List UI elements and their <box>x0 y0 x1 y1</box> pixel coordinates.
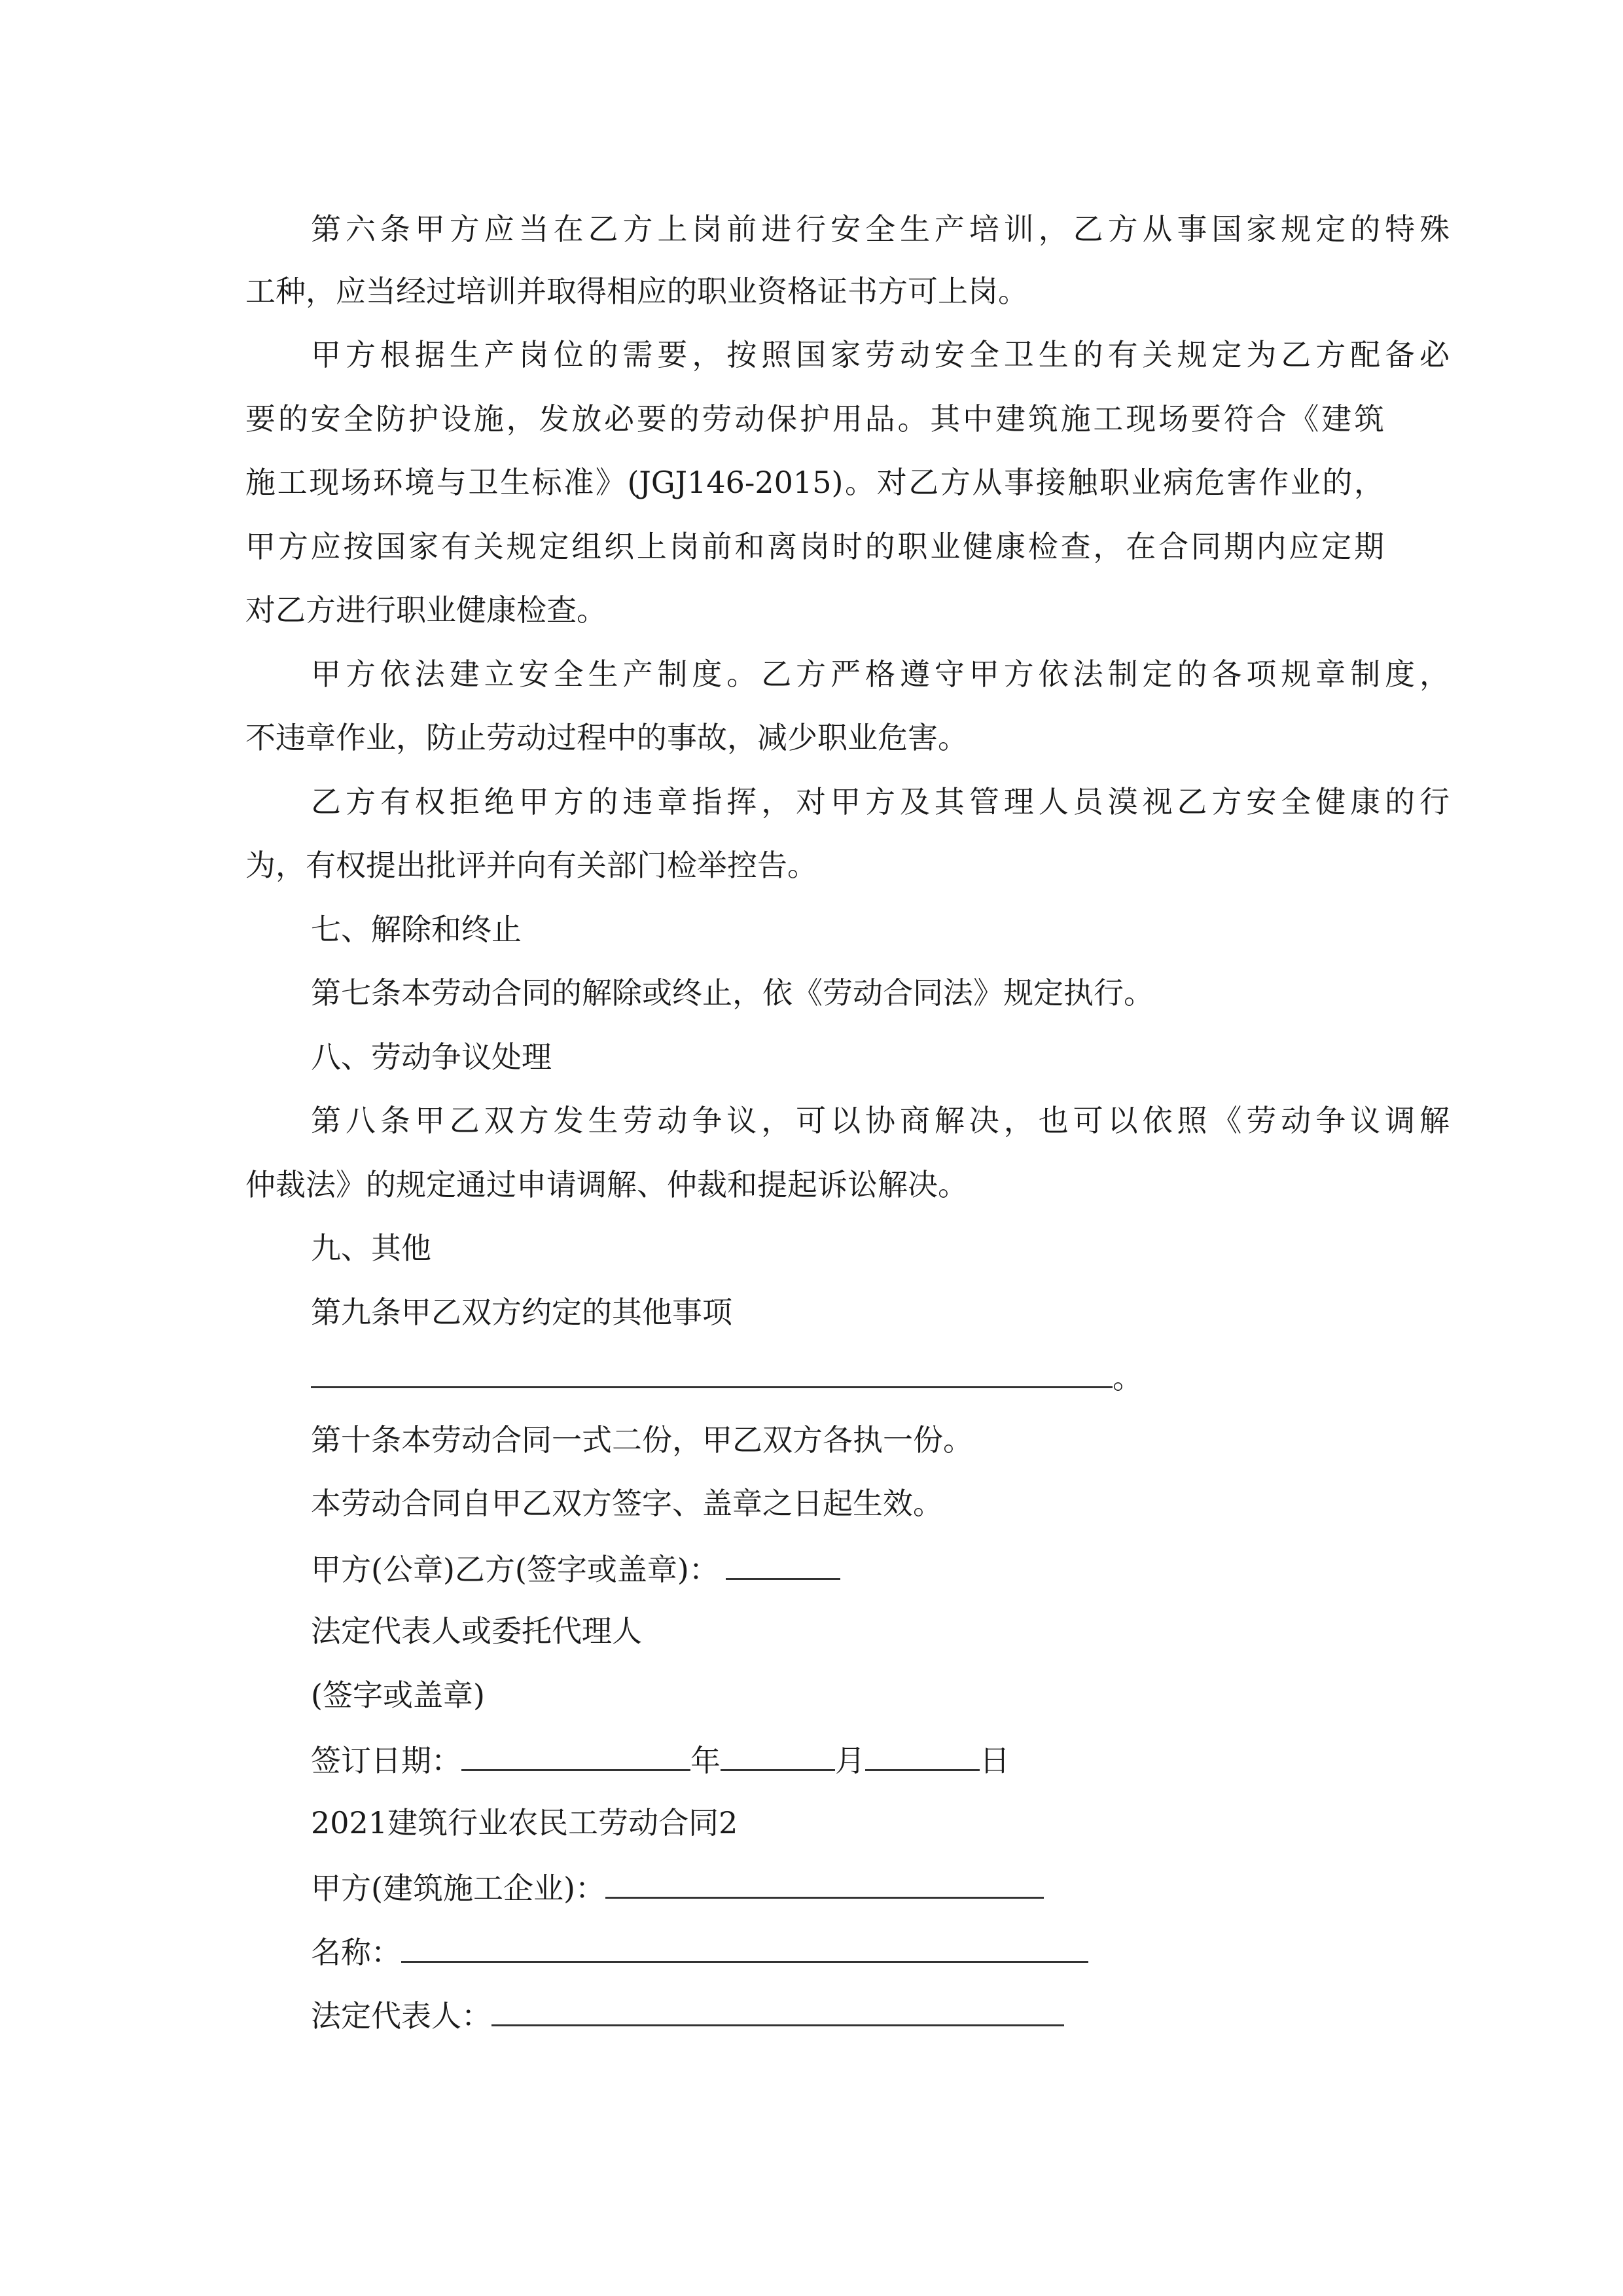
blank-line-row <box>311 1356 1450 1395</box>
paragraph-line: 法定代表人或委托代理人 <box>311 1613 642 1649</box>
paragraph-line: 不违章作业，防止劳动过程中的事故，减少职业危害。 <box>245 720 968 755</box>
day-label: 日 <box>980 1743 1010 1778</box>
party-label: 甲方(公章)乙方(签字或盖章)： <box>311 1552 719 1587</box>
year-label: 年 <box>690 1743 721 1778</box>
fill-in-blank[interactable] <box>311 1356 1113 1388</box>
paragraph-line: (签字或盖章) <box>311 1677 485 1713</box>
paragraph-line: 第十条本劳动合同一式二份，甲乙双方各执一份。 <box>311 1422 973 1458</box>
paragraph-line: 甲方根据生产岗位的需要，按照国家劳动安全卫生的有关规定为乙方配备必 <box>311 337 1450 372</box>
section-heading: 八、劳动争议处理 <box>311 1039 552 1075</box>
day-blank[interactable] <box>865 1739 980 1771</box>
legal-rep-row <box>311 1994 1450 2034</box>
paragraph-line: 甲方依法建立安全生产制度。乙方严格遵守甲方依法制定的各项规章制度， <box>311 656 1450 692</box>
name-row <box>311 1931 1450 1970</box>
paragraph-line: 施工现场环境与卫生标准》(JGJ146-2015)。对乙方从事接触职业病危害作业的， <box>245 465 1384 500</box>
signature-party-row <box>311 1548 1450 1587</box>
party-signature-blank[interactable] <box>726 1548 840 1580</box>
legal-rep-label: 法定代表人： <box>311 1998 491 2034</box>
paragraph-line: 第九条甲乙双方约定的其他事项 <box>311 1295 732 1330</box>
party-a-blank[interactable] <box>605 1867 1044 1899</box>
document-subtitle: 2021建筑行业农民工劳动合同2 <box>311 1805 738 1840</box>
paragraph-line: 工种，应当经过培训并取得相应的职业资格证书方可上岗。 <box>245 274 1028 309</box>
month-label: 月 <box>835 1743 865 1778</box>
legal-rep-blank[interactable] <box>491 1994 1064 2026</box>
paragraph-line: 对乙方进行职业健康检查。 <box>245 592 607 628</box>
paragraph-line: 甲方应按国家有关规定组织上岗前和离岗时的职业健康检查，在合同期内应定期 <box>245 529 1384 564</box>
party-a-row <box>311 1867 1450 1906</box>
paragraph-line: 乙方有权拒绝甲方的违章指挥，对甲方及其管理人员漠视乙方安全健康的行 <box>311 784 1450 819</box>
section-heading: 七、解除和终止 <box>311 912 522 947</box>
name-label: 名称： <box>311 1935 401 1970</box>
paragraph-line: 第七条本劳动合同的解除或终止，依《劳动合同法》规定执行。 <box>311 975 1154 1011</box>
paragraph-line: 第六条甲方应当在乙方上岗前进行安全生产培训，乙方从事国家规定的特殊 <box>311 211 1450 247</box>
paragraph-line: 为，有权提出批评并向有关部门检举控告。 <box>245 848 817 883</box>
paragraph-line: 仲裁法》的规定通过申请调解、仲裁和提起诉讼解决。 <box>245 1167 968 1202</box>
signing-date-label: 签订日期： <box>311 1743 461 1778</box>
signing-date-row <box>311 1739 1450 1778</box>
month-blank[interactable] <box>721 1739 835 1771</box>
paragraph-line: 本劳动合同自甲乙双方签字、盖章之日起生效。 <box>311 1486 943 1521</box>
year-blank[interactable] <box>461 1739 690 1771</box>
party-a-label: 甲方(建筑施工企业)： <box>311 1871 605 1906</box>
section-heading: 九、其他 <box>311 1230 431 1266</box>
paragraph-line: 第八条甲乙双方发生劳动争议，可以协商解决，也可以依照《劳动争议调解 <box>311 1103 1450 1138</box>
name-blank[interactable] <box>401 1931 1088 1963</box>
paragraph-line: 要的安全防护设施，发放必要的劳动保护用品。其中建筑施工现场要符合《建筑 <box>245 401 1384 437</box>
period-mark: 。 <box>1113 1360 1143 1395</box>
